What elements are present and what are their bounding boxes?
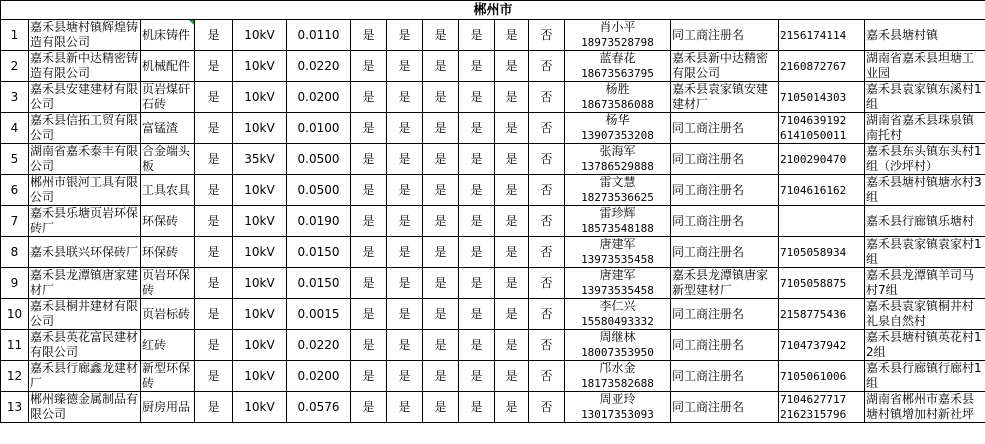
registered-name-cell[interactable]: 同工商注册名 [671, 299, 779, 330]
contact-cell[interactable] [565, 392, 671, 423]
flag-cell[interactable]: 是 [195, 392, 233, 423]
registered-name-cell[interactable]: 同工商注册名 [671, 330, 779, 361]
flag-cell[interactable]: 是 [387, 206, 423, 237]
registered-name-cell[interactable]: 同工商注册名 [671, 113, 779, 144]
flag-cell[interactable]: 是 [459, 237, 495, 268]
account-code-cell[interactable] [779, 299, 865, 330]
flag-cell[interactable]: 是 [351, 392, 387, 423]
rate-cell[interactable]: 0.0110 [287, 20, 351, 51]
flag-cell[interactable]: 是 [423, 330, 459, 361]
rate-cell[interactable]: 0.0015 [287, 299, 351, 330]
contact-phone: 18673586088 [581, 98, 654, 111]
company-name-cell[interactable]: 嘉禾县安建建材有限公司 [29, 82, 141, 113]
flag-cell[interactable]: 是 [195, 175, 233, 206]
flag-cell[interactable]: 是 [351, 237, 387, 268]
contact-cell[interactable] [565, 113, 671, 144]
product-category-cell[interactable]: 环保砖 [141, 206, 195, 237]
company-name-cell[interactable]: 嘉禾县桐井建材有限公司 [29, 299, 141, 330]
table-row [1, 206, 985, 237]
flag-cell[interactable]: 是 [459, 51, 495, 82]
company-name-cell[interactable]: 嘉禾县新中达精密铸造有限公司 [29, 51, 141, 82]
address-cell[interactable]: 嘉禾县龙潭镇羊司马村7组 [865, 268, 985, 299]
flag-cell[interactable]: 是 [423, 20, 459, 51]
flag-cell[interactable]: 是 [495, 299, 529, 330]
account-code: 7104737942 [780, 338, 847, 352]
flag-cell[interactable]: 是 [351, 361, 387, 392]
account-code: 2100290470 [780, 152, 847, 166]
flag-cell[interactable]: 否 [529, 392, 565, 423]
table-row [1, 299, 985, 330]
flag-cell[interactable]: 是 [459, 144, 495, 175]
flag-cell[interactable]: 是 [495, 175, 529, 206]
contact-phone: 18007353950 [581, 346, 654, 359]
row-index-cell[interactable]: 6 [1, 175, 29, 206]
address-cell[interactable]: 嘉禾县塘村镇 [865, 20, 985, 51]
table-row [1, 51, 985, 82]
contact-person: 唐建军 [599, 268, 636, 282]
flag-cell[interactable]: 否 [529, 330, 565, 361]
account-code-cell[interactable] [779, 361, 865, 392]
row-index-cell[interactable]: 8 [1, 237, 29, 268]
registered-name-cell[interactable]: 嘉禾县袁家镇安建建材厂 [671, 82, 779, 113]
flag-cell[interactable]: 是 [495, 237, 529, 268]
flag-cell[interactable]: 是 [459, 175, 495, 206]
flag-cell[interactable]: 是 [495, 361, 529, 392]
address-cell[interactable]: 嘉禾县塘村镇塘水村3组 [865, 175, 985, 206]
rate-cell[interactable]: 0.0100 [287, 113, 351, 144]
registered-name-cell[interactable]: 同工商注册名 [671, 175, 779, 206]
rate-cell[interactable]: 0.0200 [287, 361, 351, 392]
contact-cell[interactable] [565, 330, 671, 361]
account-code: 7105061006 [780, 369, 847, 383]
flag-cell[interactable]: 是 [423, 361, 459, 392]
flag-cell[interactable]: 否 [529, 82, 565, 113]
contact-phone: 13973535458 [581, 253, 654, 266]
voltage-cell[interactable]: 10kV [233, 113, 287, 144]
row-index-cell[interactable]: 10 [1, 299, 29, 330]
contact-phone: 18273536625 [581, 191, 654, 204]
voltage-cell[interactable]: 10kV [233, 361, 287, 392]
flag-cell[interactable]: 是 [351, 20, 387, 51]
product-category-cell[interactable]: 新型环保砖 [141, 361, 195, 392]
flag-cell[interactable]: 是 [351, 82, 387, 113]
flag-cell[interactable]: 否 [529, 175, 565, 206]
flag-cell[interactable]: 是 [387, 361, 423, 392]
flag-cell[interactable]: 否 [529, 299, 565, 330]
company-name-cell[interactable]: 嘉禾县行廊鑫龙建材厂 [29, 361, 141, 392]
flag-cell[interactable]: 否 [529, 51, 565, 82]
contact-cell[interactable] [565, 206, 671, 237]
flag-cell[interactable]: 是 [423, 144, 459, 175]
contact-person: 李仁兴 [599, 299, 636, 313]
flag-cell[interactable]: 是 [459, 82, 495, 113]
flag-cell[interactable]: 是 [459, 113, 495, 144]
flag-cell[interactable]: 是 [423, 51, 459, 82]
product-category-cell[interactable]: 页岩标砖 [141, 299, 195, 330]
account-code-cell[interactable] [779, 113, 865, 144]
contact-person: 雷珍辉 [599, 206, 636, 220]
product-category-cell[interactable]: 页岩环保砖 [141, 268, 195, 299]
voltage-cell[interactable]: 10kV [233, 268, 287, 299]
flag-cell[interactable]: 是 [387, 20, 423, 51]
contact-person: 周继林 [599, 330, 636, 344]
title-row [1, 1, 985, 20]
voltage-cell[interactable]: 10kV [233, 299, 287, 330]
flag-cell[interactable]: 否 [529, 144, 565, 175]
flag-cell[interactable]: 是 [195, 299, 233, 330]
product-category-cell[interactable]: 机床铸件 [141, 20, 195, 51]
product-category-cell[interactable]: 厨房用品 [141, 392, 195, 423]
voltage-cell[interactable]: 10kV [233, 51, 287, 82]
product-category-cell[interactable]: 合金端头板 [141, 144, 195, 175]
voltage-cell[interactable]: 10kV [233, 175, 287, 206]
address-cell[interactable]: 湖南省嘉禾县坦塘工业园 [865, 51, 985, 82]
flag-cell[interactable]: 是 [423, 392, 459, 423]
account-code: 2158775436 [780, 307, 847, 321]
rate-cell[interactable]: 0.0150 [287, 268, 351, 299]
flag-cell[interactable]: 是 [351, 330, 387, 361]
flag-cell[interactable]: 是 [195, 206, 233, 237]
registered-name-cell[interactable]: 同工商注册名 [671, 392, 779, 423]
flag-cell[interactable]: 是 [459, 20, 495, 51]
contact-person: 周亚玲 [599, 392, 636, 406]
flag-cell[interactable]: 是 [195, 361, 233, 392]
contact-person: 蓝春花 [599, 51, 636, 65]
contact-person: 张海军 [599, 144, 636, 158]
flag-cell[interactable]: 是 [423, 82, 459, 113]
row-index-cell[interactable]: 2 [1, 51, 29, 82]
flag-cell[interactable]: 是 [459, 268, 495, 299]
account-code: 7104627717 [780, 393, 847, 406]
row-index-cell[interactable]: 4 [1, 113, 29, 144]
row-index-cell[interactable]: 3 [1, 82, 29, 113]
flag-cell[interactable]: 是 [423, 237, 459, 268]
flag-cell[interactable]: 否 [529, 361, 565, 392]
product-category-cell[interactable]: 页岩煤矸石砖 [141, 82, 195, 113]
flag-cell[interactable]: 是 [423, 113, 459, 144]
flag-cell[interactable]: 是 [495, 20, 529, 51]
rate-cell[interactable]: 0.0190 [287, 206, 351, 237]
registered-name-cell[interactable]: 嘉禾县新中达精密有限公司 [671, 51, 779, 82]
flag-cell[interactable]: 是 [459, 330, 495, 361]
flag-cell[interactable]: 是 [387, 237, 423, 268]
company-name-cell[interactable]: 湖南省嘉禾泰丰有限公司 [29, 144, 141, 175]
table-row [1, 113, 985, 144]
flag-cell[interactable]: 否 [529, 113, 565, 144]
contact-cell[interactable] [565, 51, 671, 82]
company-name-cell[interactable]: 嘉禾县联兴环保砖厂 [29, 237, 141, 268]
address-cell[interactable]: 嘉禾县东头镇东头村1组（沙坪村） [865, 144, 985, 175]
contact-cell[interactable] [565, 144, 671, 175]
flag-cell[interactable]: 是 [195, 237, 233, 268]
contact-person: 唐建军 [599, 237, 636, 251]
rate-cell[interactable]: 0.0200 [287, 82, 351, 113]
row-index-cell[interactable]: 13 [1, 392, 29, 423]
contact-phone: 18973528798 [581, 36, 654, 49]
product-category-cell[interactable]: 富锰渣 [141, 113, 195, 144]
account-code: 7105058875 [780, 276, 847, 290]
row-index-cell[interactable]: 12 [1, 361, 29, 392]
voltage-cell[interactable]: 10kV [233, 20, 287, 51]
contact-phone: 15580493332 [581, 315, 654, 328]
contact-person: 杨胜 [605, 82, 630, 96]
flag-cell[interactable]: 是 [351, 51, 387, 82]
rate-cell[interactable]: 0.0150 [287, 237, 351, 268]
account-code-cell[interactable] [779, 206, 865, 237]
contact-cell[interactable] [565, 361, 671, 392]
account-code-cell[interactable] [779, 144, 865, 175]
flag-cell[interactable]: 是 [195, 20, 233, 51]
flag-cell[interactable]: 是 [423, 268, 459, 299]
address-cell[interactable]: 嘉禾县袁家镇桐井村礼泉自然村 [865, 299, 985, 330]
flag-cell[interactable]: 是 [195, 268, 233, 299]
flag-cell[interactable]: 是 [459, 392, 495, 423]
product-category-cell[interactable]: 环保砖 [141, 237, 195, 268]
rate-cell[interactable]: 0.0500 [287, 175, 351, 206]
row-index-cell[interactable]: 1 [1, 20, 29, 51]
account-code: 6141050011 [780, 129, 847, 142]
contact-cell[interactable] [565, 299, 671, 330]
table-row [1, 361, 985, 392]
account-code-cell[interactable] [779, 392, 865, 423]
contact-cell[interactable] [565, 237, 671, 268]
company-name-cell[interactable]: 嘉禾县乐塘页岩环保砖厂 [29, 206, 141, 237]
account-code-cell[interactable] [779, 268, 865, 299]
flag-cell[interactable]: 是 [195, 113, 233, 144]
account-code: 7105014303 [780, 90, 847, 104]
contact-phone: 13907353208 [581, 129, 654, 142]
registered-name-cell[interactable]: 同工商注册名 [671, 361, 779, 392]
table-row [1, 237, 985, 268]
flag-cell[interactable]: 是 [351, 299, 387, 330]
contact-person: 雷文慧 [599, 175, 636, 189]
address-cell[interactable]: 嘉禾县袁家镇东溪村1组 [865, 82, 985, 113]
account-code-cell[interactable] [779, 82, 865, 113]
account-code-cell[interactable] [779, 175, 865, 206]
flag-cell[interactable]: 是 [351, 206, 387, 237]
account-code-cell[interactable] [779, 51, 865, 82]
flag-cell[interactable]: 是 [387, 330, 423, 361]
account-code-cell[interactable] [779, 20, 865, 51]
rate-cell[interactable]: 0.0220 [287, 51, 351, 82]
row-index-cell[interactable]: 5 [1, 144, 29, 175]
row-index-cell[interactable]: 9 [1, 268, 29, 299]
table-row [1, 392, 985, 423]
flag-cell[interactable]: 是 [195, 330, 233, 361]
account-code: 2160872767 [780, 59, 847, 73]
contact-person: 邝水金 [599, 361, 636, 375]
table-row [1, 175, 985, 206]
company-name-cell[interactable]: 嘉禾县龙潭镇唐家建材厂 [29, 268, 141, 299]
address-cell[interactable]: 湖南省嘉禾县珠泉镇南托村 [865, 113, 985, 144]
registered-name-cell[interactable]: 嘉禾县龙潭镇唐家新型建材厂 [671, 268, 779, 299]
flag-cell[interactable]: 是 [387, 82, 423, 113]
registered-name-cell[interactable]: 同工商注册名 [671, 20, 779, 51]
flag-cell[interactable]: 是 [495, 82, 529, 113]
company-name-cell[interactable]: 嘉禾县英花富民建材有限公司 [29, 330, 141, 361]
flag-cell[interactable]: 是 [423, 175, 459, 206]
flag-cell[interactable]: 是 [423, 206, 459, 237]
flag-cell[interactable]: 是 [495, 206, 529, 237]
flag-cell[interactable]: 否 [529, 268, 565, 299]
contact-phone: 18573548188 [581, 222, 654, 235]
flag-cell[interactable]: 是 [387, 175, 423, 206]
voltage-cell[interactable]: 35kV [233, 144, 287, 175]
flag-cell[interactable]: 是 [423, 299, 459, 330]
table-row [1, 82, 985, 113]
account-code: 2156174114 [780, 28, 847, 42]
contact-cell[interactable] [565, 175, 671, 206]
table-row [1, 268, 985, 299]
flag-cell[interactable]: 是 [387, 51, 423, 82]
account-code: 2162315796 [780, 408, 847, 421]
address-cell[interactable]: 嘉禾县塘村镇英花村12组 [865, 330, 985, 361]
flag-cell[interactable]: 是 [495, 144, 529, 175]
flag-cell[interactable]: 是 [195, 82, 233, 113]
contact-cell[interactable] [565, 20, 671, 51]
contact-phone: 13973535458 [581, 284, 654, 297]
table-row [1, 144, 985, 175]
account-code: 7105058934 [780, 245, 847, 259]
address-cell[interactable]: 湖南省郴州市嘉禾县塘村镇增加村新社坪 [865, 392, 985, 423]
rate-cell[interactable]: 0.0576 [287, 392, 351, 423]
flag-cell[interactable]: 是 [195, 144, 233, 175]
flag-cell[interactable]: 是 [387, 299, 423, 330]
flag-cell[interactable]: 是 [495, 268, 529, 299]
flag-cell[interactable]: 是 [351, 113, 387, 144]
product-category-cell[interactable]: 工具农具 [141, 175, 195, 206]
flag-cell[interactable]: 否 [529, 20, 565, 51]
flag-cell[interactable]: 是 [387, 144, 423, 175]
account-code: 7104616162 [780, 183, 847, 197]
address-cell[interactable]: 嘉禾县袁家镇袁家村1组 [865, 237, 985, 268]
contact-person: 肖小平 [599, 20, 636, 34]
table-row [1, 330, 985, 361]
account-code-cell[interactable] [779, 237, 865, 268]
flag-cell[interactable]: 是 [459, 361, 495, 392]
voltage-cell[interactable]: 10kV [233, 206, 287, 237]
address-cell[interactable]: 嘉禾县行廊镇乐塘村 [865, 206, 985, 237]
address-cell[interactable]: 嘉禾县行廊镇行廊村1组 [865, 361, 985, 392]
flag-cell[interactable]: 是 [495, 392, 529, 423]
company-name-cell[interactable]: 郴州臻德金属制品有限公司 [29, 392, 141, 423]
sheet-title[interactable]: 郴州市 [1, 1, 985, 20]
voltage-cell[interactable]: 10kV [233, 237, 287, 268]
company-name-cell[interactable]: 嘉禾县信拓工贸有限公司 [29, 113, 141, 144]
flag-cell[interactable]: 是 [195, 51, 233, 82]
account-code: 7104639192 [780, 114, 847, 127]
rate-cell[interactable]: 0.0500 [287, 144, 351, 175]
contact-phone: 13017353093 [581, 408, 654, 421]
registered-name-cell[interactable]: 同工商注册名 [671, 237, 779, 268]
registered-name-cell[interactable]: 同工商注册名 [671, 206, 779, 237]
flag-cell[interactable]: 是 [459, 299, 495, 330]
voltage-cell[interactable]: 10kV [233, 330, 287, 361]
flag-cell[interactable]: 是 [495, 330, 529, 361]
row-index-cell[interactable]: 11 [1, 330, 29, 361]
flag-cell[interactable]: 是 [459, 206, 495, 237]
row-index-cell[interactable]: 7 [1, 206, 29, 237]
contact-phone: 13786529888 [581, 160, 654, 173]
contact-person: 杨华 [605, 113, 630, 127]
voltage-cell[interactable]: 10kV [233, 82, 287, 113]
company-name-cell[interactable]: 郴州市银河工具有限公司 [29, 175, 141, 206]
flag-cell[interactable]: 是 [351, 268, 387, 299]
flag-cell[interactable]: 否 [529, 206, 565, 237]
registered-name-cell[interactable]: 同工商注册名 [671, 144, 779, 175]
contact-cell[interactable] [565, 268, 671, 299]
contact-phone: 18673563795 [581, 67, 654, 80]
product-category-cell[interactable]: 机械配件 [141, 51, 195, 82]
contact-phone: 18173582688 [581, 377, 654, 390]
account-code-cell[interactable] [779, 330, 865, 361]
voltage-cell[interactable]: 10kV [233, 392, 287, 423]
table-row [1, 20, 985, 51]
flag-cell[interactable]: 否 [529, 237, 565, 268]
rate-cell[interactable]: 0.0220 [287, 330, 351, 361]
product-category-cell[interactable]: 红砖 [141, 330, 195, 361]
flag-cell[interactable]: 是 [387, 392, 423, 423]
contact-cell[interactable] [565, 82, 671, 113]
cell-comment-indicator [189, 20, 194, 25]
flag-cell[interactable]: 是 [495, 113, 529, 144]
flag-cell[interactable]: 是 [387, 268, 423, 299]
flag-cell[interactable]: 是 [495, 51, 529, 82]
flag-cell[interactable]: 是 [351, 144, 387, 175]
company-name-cell[interactable]: 嘉禾县塘村镇辉煌铸造有限公司 [29, 20, 141, 51]
flag-cell[interactable]: 是 [351, 175, 387, 206]
flag-cell[interactable]: 是 [387, 113, 423, 144]
